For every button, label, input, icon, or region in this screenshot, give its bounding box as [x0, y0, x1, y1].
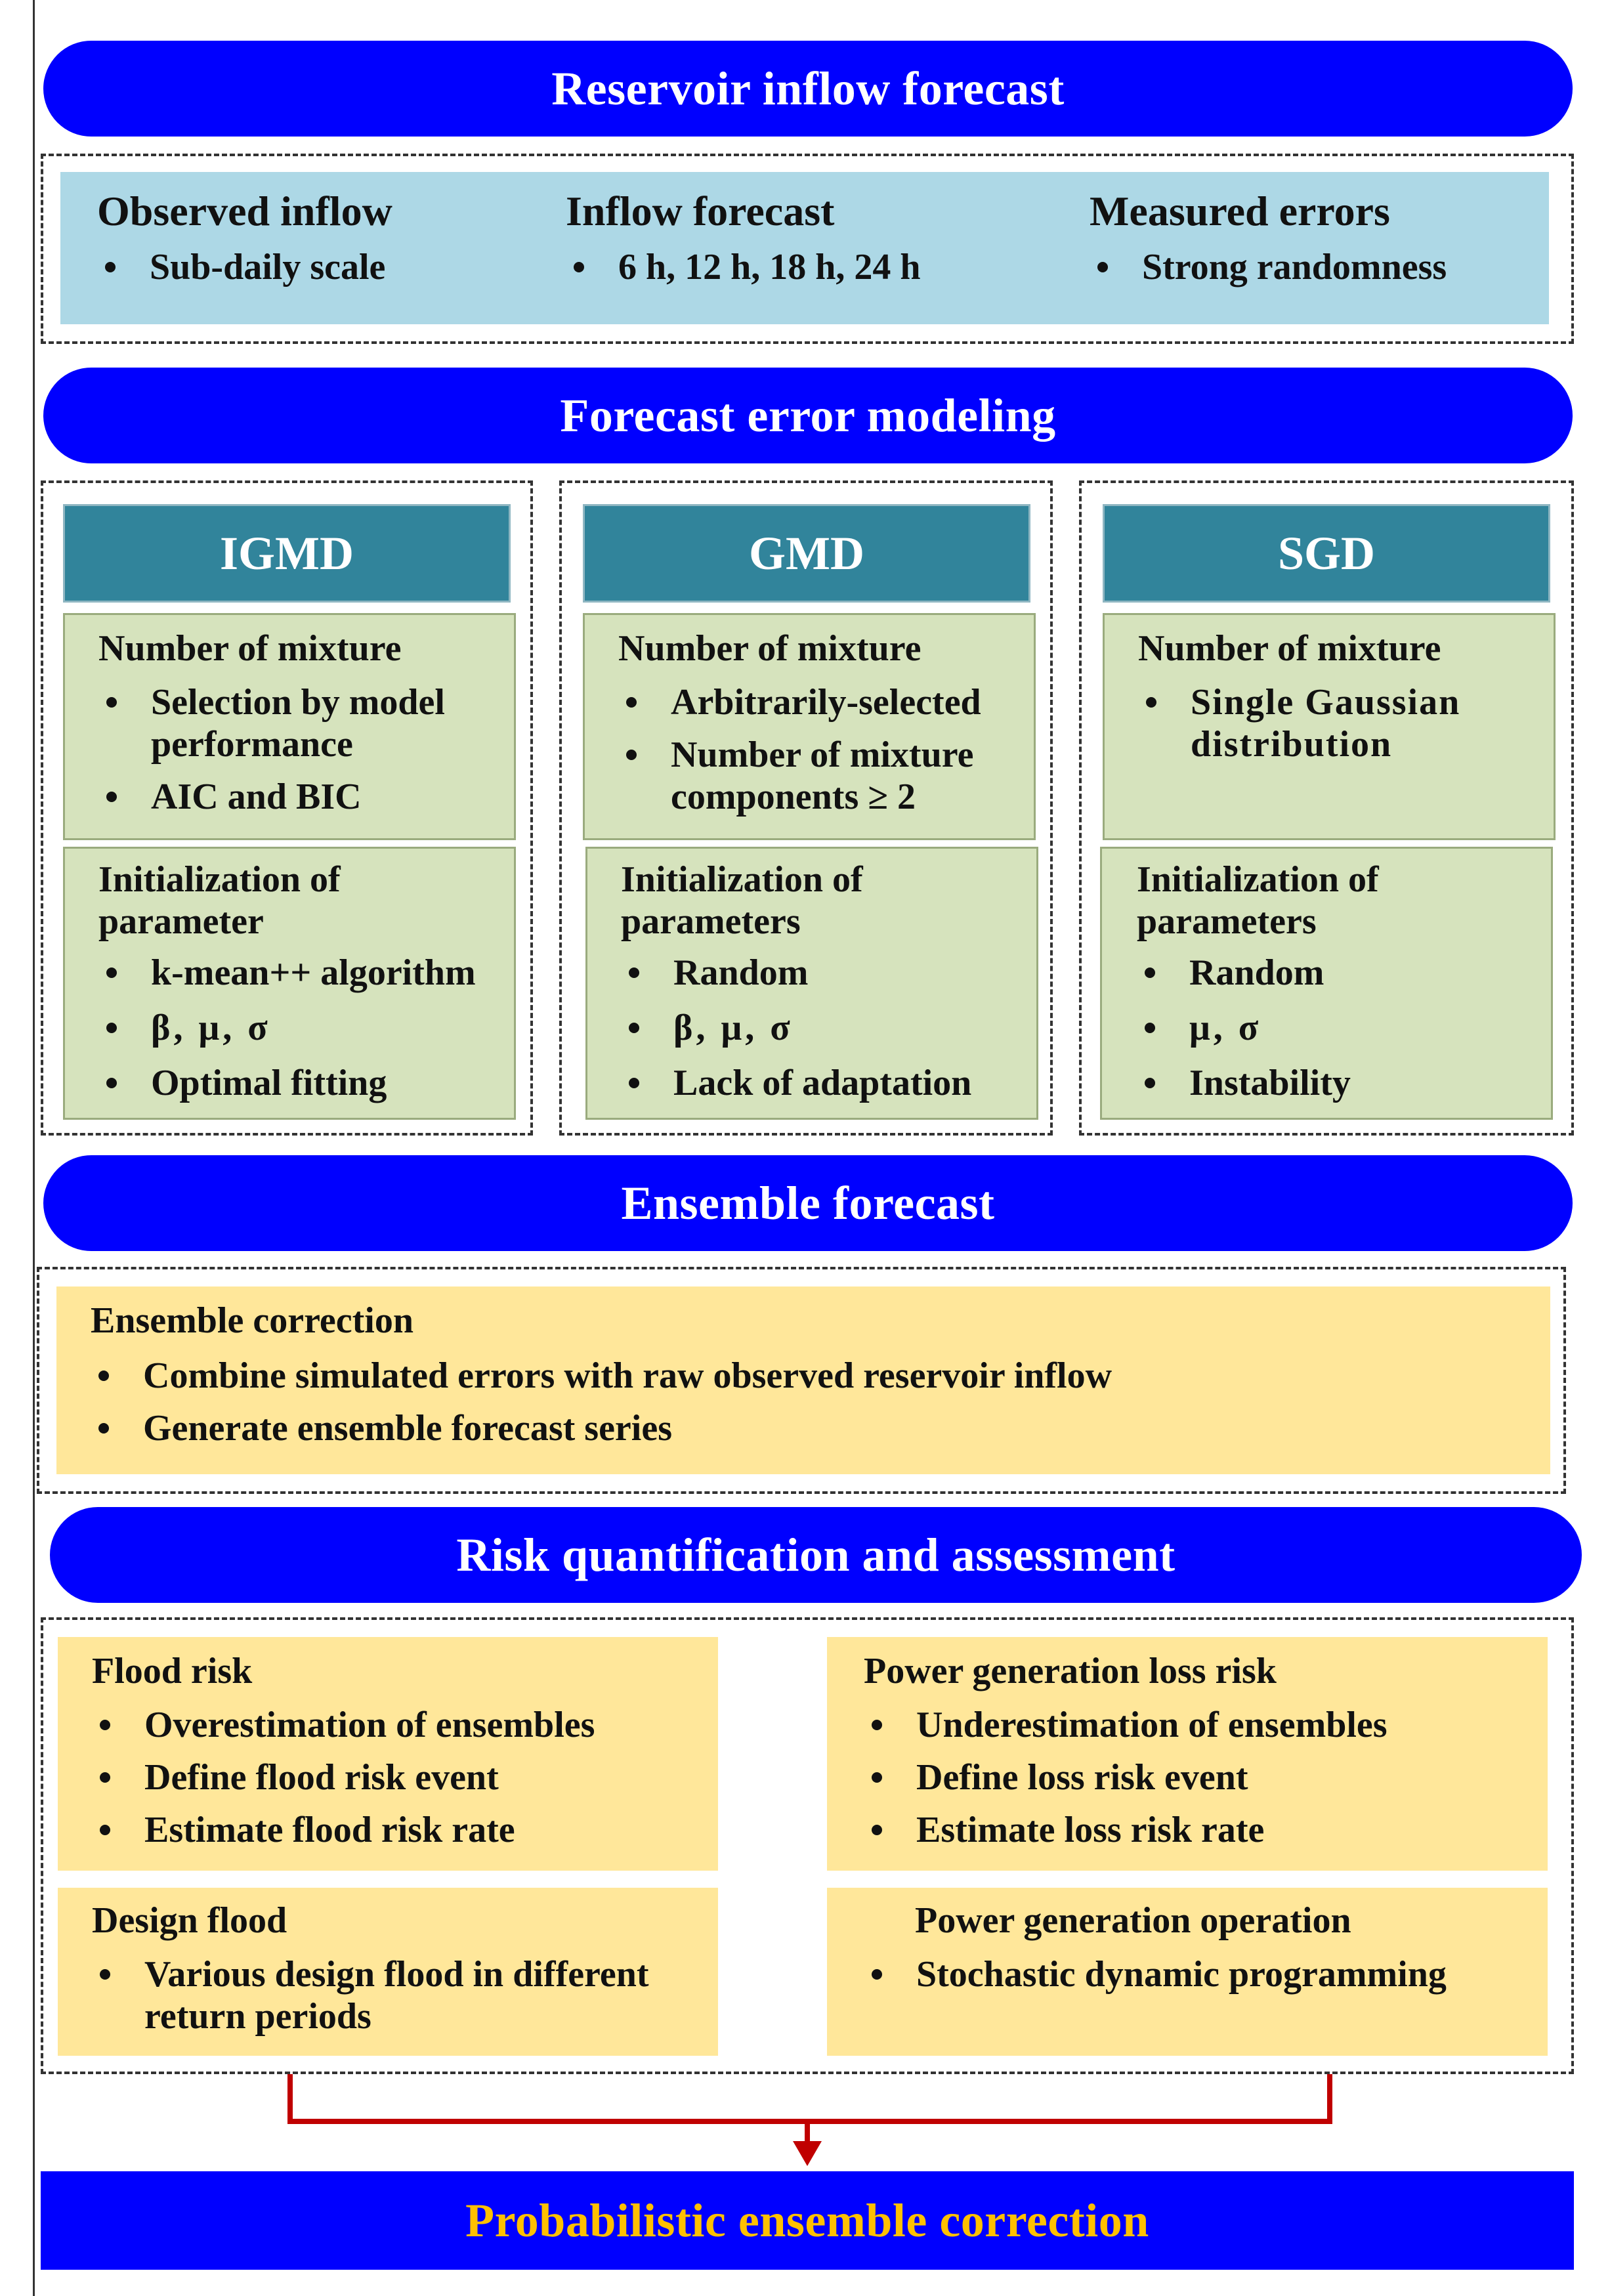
- banner-probabilistic-ensemble-correction: Probabilistic ensemble correction: [41, 2171, 1574, 2270]
- power-risk-item: Underestimation of ensembles: [864, 1704, 1540, 1746]
- flood-risk-item: Overestimation of ensembles: [92, 1704, 709, 1746]
- gmd-mixture-item: Number of mixture components ≥ 2: [618, 734, 1025, 818]
- sgd-init-item: Random: [1137, 952, 1544, 994]
- banner-reservoir-inflow-forecast: Reservoir inflow forecast: [43, 41, 1573, 137]
- ensemble-correction-item: Generate ensemble forecast series: [91, 1407, 1535, 1449]
- measured-errors-title: Measured errors: [1090, 188, 1390, 234]
- power-operation-item: Stochastic dynamic programming: [864, 1953, 1540, 1995]
- sgd-init-item: Instability: [1137, 1062, 1544, 1104]
- merge-arrow-head: [793, 2141, 822, 2166]
- gmd-header: GMD: [583, 504, 1030, 603]
- igmd-mixture-item: AIC and BIC: [98, 776, 512, 818]
- power-risk-title: Power generation loss risk: [864, 1651, 1277, 1691]
- gmd-init-item: Random: [621, 952, 1034, 994]
- observed-inflow-title: Observed inflow: [97, 188, 392, 234]
- design-flood-title: Design flood: [92, 1900, 287, 1941]
- ensemble-correction-item: Combine simulated errors with raw observed reservoir inflow: [91, 1355, 1535, 1397]
- design-flood-item: Various design flood in different return periods: [92, 1953, 709, 2037]
- igmd-init-item: k-mean++ algorithm: [98, 952, 519, 994]
- igmd-mixture-item: Selection by model performance: [98, 681, 512, 765]
- inflow-forecast-item: 6 h, 12 h, 18 h, 24 h: [566, 246, 1038, 288]
- sgd-mixture-title: Number of mixture: [1138, 628, 1441, 669]
- flood-risk-title: Flood risk: [92, 1651, 253, 1691]
- inflow-forecast-title: Inflow forecast: [566, 188, 835, 234]
- sgd-init-title: Initialization of parameters: [1137, 859, 1379, 942]
- flood-risk-item: Estimate flood risk rate: [92, 1809, 709, 1851]
- measured-errors-item: Strong randomness: [1090, 246, 1536, 288]
- banner-ensemble-forecast: Ensemble forecast: [43, 1155, 1573, 1251]
- gmd-mixture-item: Arbitrarily-selected: [618, 681, 1025, 723]
- gmd-init-item: Lack of adaptation: [621, 1062, 1034, 1104]
- gmd-init-title: Initialization of parameters: [621, 859, 863, 942]
- gmd-mixture-title: Number of mixture: [618, 628, 922, 669]
- power-risk-item: Estimate loss risk rate: [864, 1809, 1540, 1851]
- igmd-mixture-title: Number of mixture: [98, 628, 402, 669]
- sgd-header: SGD: [1103, 504, 1550, 603]
- power-operation-title: Power generation operation: [915, 1900, 1351, 1941]
- sgd-mixture-item: Single Gaussian distribution: [1138, 681, 1552, 765]
- banner-forecast-error-modeling: Forecast error modeling: [43, 368, 1573, 463]
- igmd-init-item: Optimal fitting: [98, 1062, 519, 1104]
- igmd-init-item: β, μ, σ: [98, 1007, 519, 1049]
- gmd-init-item: β, μ, σ: [621, 1007, 1034, 1049]
- sgd-init-item: μ, σ: [1137, 1007, 1544, 1049]
- ensemble-correction-title: Ensemble correction: [91, 1300, 413, 1341]
- merge-arrow-line: [290, 2074, 1330, 2121]
- flood-risk-item: Define flood risk event: [92, 1756, 709, 1798]
- power-risk-item: Define loss risk event: [864, 1756, 1540, 1798]
- igmd-init-title: Initialization of parameter: [98, 859, 341, 942]
- igmd-header: IGMD: [63, 504, 511, 603]
- banner-risk-quantification: Risk quantification and assessment: [50, 1507, 1582, 1603]
- observed-inflow-item: Sub-daily scale: [97, 246, 517, 288]
